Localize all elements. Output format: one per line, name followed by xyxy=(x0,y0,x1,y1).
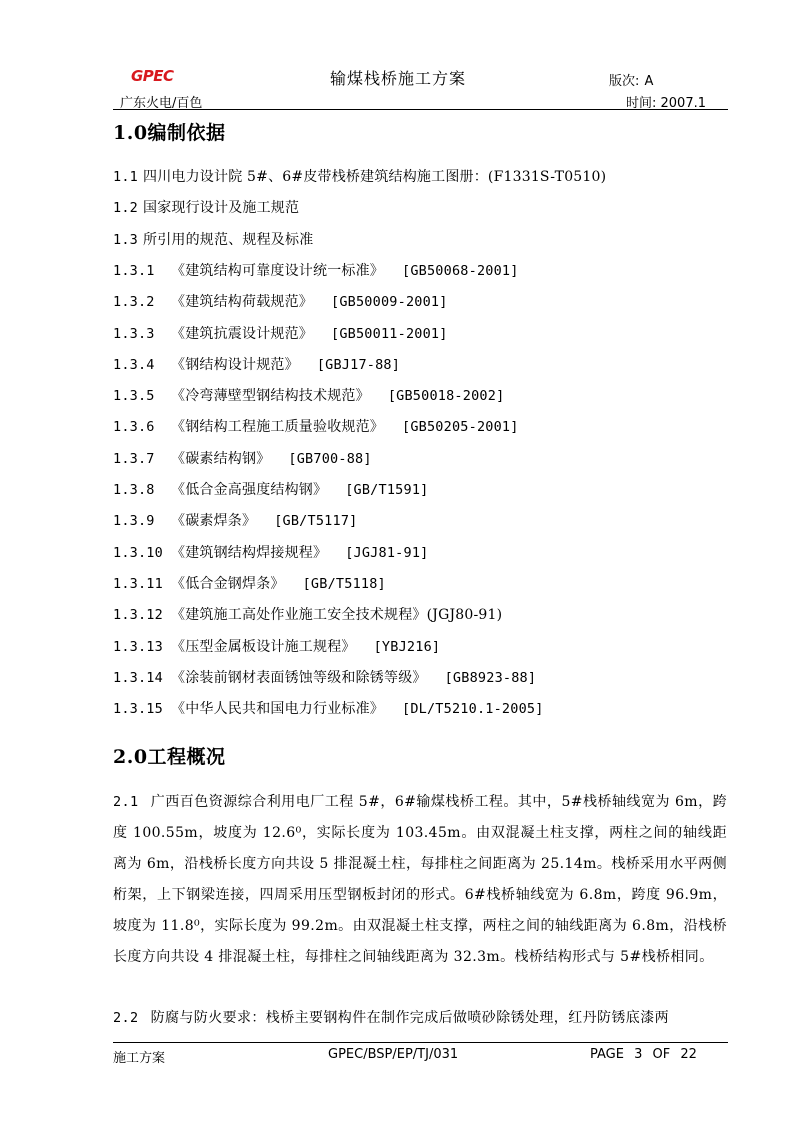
reference-number: 1.3.11 xyxy=(113,575,163,592)
reference-title: 所引用的规范、规程及标准 xyxy=(143,231,314,248)
reference-standard-code: [GB/T5117] xyxy=(274,513,358,530)
reference-item xyxy=(113,354,400,374)
paragraph-2-1 xyxy=(113,787,727,973)
reference-item xyxy=(113,667,536,687)
reference-number: 1.3.13 xyxy=(113,638,163,655)
reference-title: 《建筑施工高处作业施工安全技术规程》(JGJ80-91) xyxy=(171,607,503,624)
company-name: 广东火电/百色 xyxy=(120,96,203,111)
reference-standard-code: [GB700-88] xyxy=(288,450,372,467)
reference-title: 《压型金属板设计施工规程》 xyxy=(171,638,356,655)
version-label: 版次: xyxy=(609,74,640,89)
reference-title: 《低合金钢焊条》 xyxy=(171,575,285,592)
reference-number: 1.3.12 xyxy=(113,607,163,624)
reference-standard-code: [GB50009-2001] xyxy=(331,294,448,311)
reference-item xyxy=(113,448,372,468)
reference-item xyxy=(113,604,502,624)
reference-number: 1.3.4 xyxy=(113,356,155,373)
reference-item xyxy=(113,291,448,311)
reference-standard-code: [GB50068-2001] xyxy=(402,262,519,279)
reference-item xyxy=(113,197,299,217)
section-heading-overview: 2.0工程概况 xyxy=(113,746,226,768)
paragraph-text: 防腐与防火要求：栈桥主要钢构件在制作完成后做喷砂除锈处理，红丹防锈底漆两 xyxy=(150,1010,669,1026)
footer-divider xyxy=(113,1042,728,1043)
reference-title: 《涂装前钢材表面锈蚀等级和除锈等级》 xyxy=(171,669,427,686)
paragraph-number: 2.1 xyxy=(113,794,139,810)
reference-title: 《冷弯薄壁型钢结构技术规范》 xyxy=(171,388,370,405)
section-heading-basis: 1.0编制依据 xyxy=(113,122,226,144)
reference-number: 1.3.3 xyxy=(113,325,155,342)
reference-title: 《建筑结构可靠度设计统一标准》 xyxy=(171,262,384,279)
reference-item xyxy=(113,479,428,499)
footer-doc-code: GPEC/BSP/EP/TJ/031 xyxy=(328,1047,459,1062)
reference-title: 《碳素结构钢》 xyxy=(171,450,271,467)
reference-item xyxy=(113,510,357,530)
reference-standard-code: [GB50011-2001] xyxy=(331,325,448,342)
reference-number: 1.3.15 xyxy=(113,701,163,718)
reference-item xyxy=(113,260,519,280)
reference-number: 1.1 xyxy=(113,169,138,185)
version-value: A xyxy=(644,74,654,89)
reference-title: 《建筑结构荷载规范》 xyxy=(171,294,313,311)
footer-page-number: PAGE 3 OF 22 xyxy=(590,1047,697,1062)
reference-title: 《钢结构设计规范》 xyxy=(171,356,299,373)
reference-number: 1.3.8 xyxy=(113,482,155,498)
reference-title: 《建筑抗震设计规范》 xyxy=(171,325,313,342)
reference-number: 1.3.6 xyxy=(113,419,155,436)
paragraph-text: 广西百色资源综合利用电厂工程 5#，6#输煤栈桥工程。其中，5#栈桥轴线宽为 6m，跨度 100.55m，坡度为 12.6⁰，实际长度为 103.45m。由双混凝土柱支撑，两柱之间的轴线距离为 6m，沿栈桥长度方向共设 5 排混凝土柱，每排柱之间距离为 25.14m。栈桥采用水平两侧桁架，上下钢梁连接，四周采用压型钢板封闭的形式。6#栈桥轴线宽为 6.8m，跨度 96.9m，坡度为 11.8⁰，实际长度为 99.2m。由双混凝土柱支撑，两柱之间的轴线距离为 6.8m，沿栈桥长度方向共设 4 排混凝土柱，每排柱之间轴线距离为 32.3m。栈桥结构形式与 5#栈桥相同。 xyxy=(113,794,727,965)
reference-title: 《钢结构工程施工质量验收规范》 xyxy=(171,419,384,436)
reference-number: 1.2 xyxy=(113,200,138,217)
reference-number: 1.3.2 xyxy=(113,294,155,311)
header-divider xyxy=(113,109,728,110)
reference-standard-code: [YBJ216] xyxy=(373,638,441,655)
reference-item xyxy=(113,385,504,405)
reference-item xyxy=(113,636,440,656)
reference-standard-code: [DL/T5210.1-2005] xyxy=(402,701,544,718)
footer-doc-type: 施工方案 xyxy=(113,1051,166,1066)
reference-number: 1.3.9 xyxy=(113,513,155,530)
reference-standard-code: [GB50205-2001] xyxy=(402,419,519,436)
reference-item xyxy=(113,166,606,186)
reference-item xyxy=(113,323,448,343)
reference-title: 国家现行设计及施工规范 xyxy=(143,200,300,217)
reference-standard-code: [JGJ81-91] xyxy=(345,544,429,561)
reference-title: 《碳素焊条》 xyxy=(171,513,257,530)
company-logo: GPEC xyxy=(131,67,174,85)
document-date: 时间: 2007.1 xyxy=(626,96,706,111)
reference-standard-code: [GB/T1591] xyxy=(345,482,429,498)
reference-number: 1.3.5 xyxy=(113,388,155,405)
reference-item xyxy=(113,573,386,593)
document-title: 输煤栈桥施工方案 xyxy=(330,69,467,88)
reference-standard-code: [GB/T5118] xyxy=(302,575,386,592)
reference-standard-code: [GBJ17-88] xyxy=(316,356,401,373)
paragraph-number: 2.2 xyxy=(113,1010,139,1026)
reference-title: 《建筑钢结构焊接规程》 xyxy=(171,544,328,561)
reference-title: 《中华人民共和国电力行业标准》 xyxy=(171,701,384,718)
version-info xyxy=(609,70,653,89)
reference-item xyxy=(113,542,428,562)
reference-number: 1.3.7 xyxy=(113,450,155,467)
reference-item xyxy=(113,416,519,436)
reference-item xyxy=(113,698,544,718)
reference-title: 《低合金高强度结构钢》 xyxy=(171,482,328,498)
reference-number: 1.3 xyxy=(113,231,138,248)
reference-standard-code: [GB8923-88] xyxy=(444,669,537,686)
reference-standard-code: [GB50018-2002] xyxy=(387,388,505,405)
reference-number: 1.3.14 xyxy=(113,669,163,686)
reference-item xyxy=(113,229,313,249)
reference-title: 四川电力设计院 5#、6#皮带栈桥建筑结构施工图册：(F1331S-T0510) xyxy=(143,169,607,185)
paragraph-2-2 xyxy=(113,1003,727,1034)
reference-number: 1.3.10 xyxy=(113,544,163,561)
reference-number: 1.3.1 xyxy=(113,262,155,279)
